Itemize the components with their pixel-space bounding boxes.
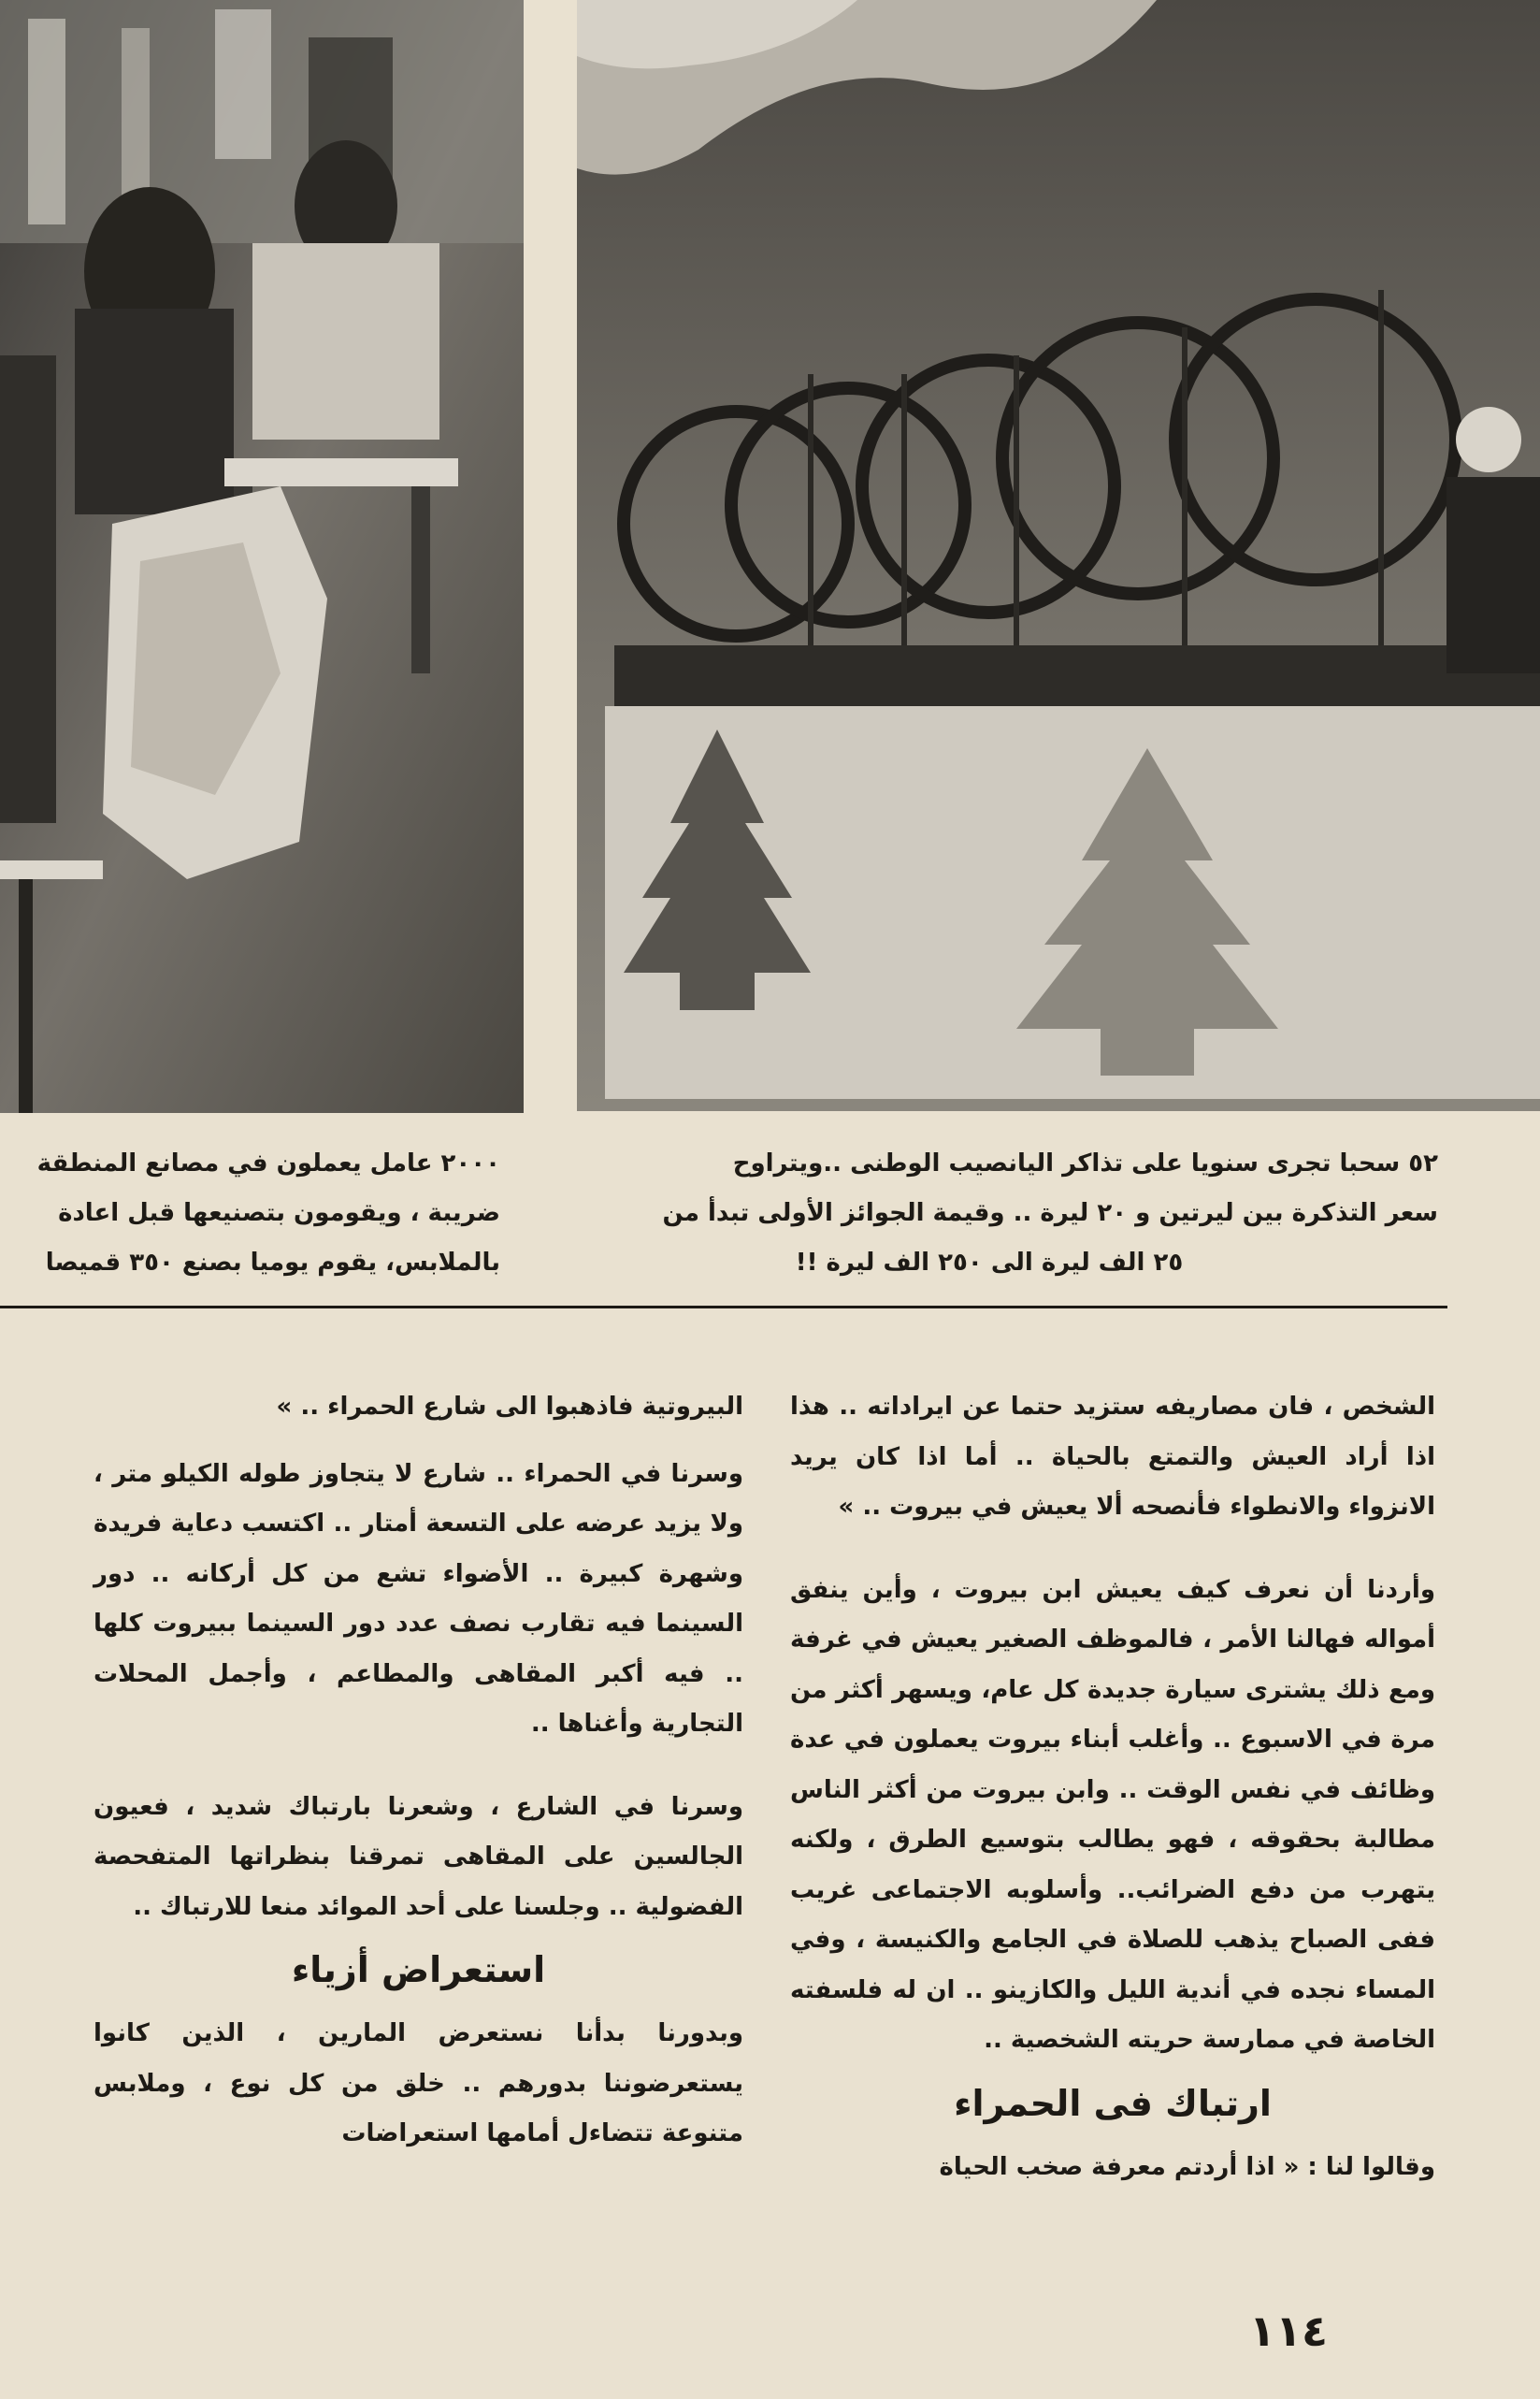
caption-line: ٢٠٠٠ عامل يعملون في مصانع المنطقة <box>36 1149 500 1178</box>
paragraph: البيروتية فاذهبوا الى شارع الحمراء .. » <box>276 1393 743 1421</box>
paragraph: وسرنا في الحمراء .. شارع لا يتجاوز طوله الكيلو متر ، ولا يزيد عرضه على التسعة أمتار .. اكتسب دعاية فريدة وشهرة كبيرة .. الأضواء تشع من كل أركانه .. دور السينما فيه تقارب نصف عدد دور السينما ببيروت كلها .. فيه أكبر المقاهى والمطاعم ، وأجمل المحلات التجارية وأغناها .. <box>94 1459 743 1738</box>
photo-garment-workshop <box>0 0 524 1113</box>
paragraph: « اذا أردتم معرفة صخب الحياة <box>939 2152 1300 2181</box>
paragraph: وأردنا أن نعرف كيف يعيش ابن بيروت ، وأين ينفق أمواله فهالنا الأمر ، فالموظف الصغير يعيش في غرفة ومع ذلك يشترى سيارة جديدة كل عام، ويسهر أكثر من مرة في الاسبوع .. وأغلب أبناء بيروت يعملون في عدة وظائف في نفس الوقت .. وابن بيروت من أكثر الناس مطالبة بحقوقه ، فهو يطالب بتوسيع الطرق ، ولكنه يتهرب من دفع الضرائب.. وأسلوبه الاجتماعى غريب ففى الصباح يذهب للصلاة في الجامع والكنيسة ، وفي المساء نجده في أندية الليل والكازينو .. ان له فلسفته الخاصة في ممارسة حريته الشخصية .. <box>790 1575 1435 2054</box>
caption-lottery <box>540 1139 1438 1288</box>
article-column-left <box>94 1382 743 2160</box>
section-heading: ارتباك فى الحمراء <box>954 2082 1272 2124</box>
paragraph: وسرنا في الشارع ، وشعرنا بارتباك شديد ، فعيون الجالسين على المقاهى تمرقنا بنظراتها المتفحصة الفضولية .. وجلسنا على أحد الموائد منعا للارتباك .. <box>94 1792 743 1921</box>
caption-workshop <box>0 1139 500 1288</box>
paragraph: وبدورنا بدأنا نستعرض المارين ، الذين كانوا يستعرضوننا بدورهم .. خلق من كل نوع ، وملابس متنوعة تتضاءل أمامها استعراضات <box>94 2019 743 2147</box>
lottery-wheels-illustration <box>577 0 1540 1111</box>
caption-line: ضريبة ، ويقومون بتصنيعها قبل اعادة <box>58 1199 500 1227</box>
caption-line: سعر التذكرة بين ليرتين و ٢٠ ليرة .. وقيمة الجوائز الأولى تبدأ من <box>662 1199 1438 1227</box>
paragraph-lead: وقالوا لنا : <box>1307 2152 1435 2181</box>
page-number: ١١٤ <box>1248 2305 1329 2356</box>
paragraph: الشخص ، فان مصاريفه ستزيد حتما عن ايراداته .. هذا اذا أراد العيش والتمتع بالحياة .. أما اذا كان يريد الانزواء والانطواء فأنصحه ألا يعيش في بيروت .. » <box>790 1393 1435 1521</box>
horizontal-divider <box>0 1306 1447 1308</box>
workshop-illustration <box>0 0 524 1113</box>
photo-lottery-draw <box>577 0 1540 1111</box>
caption-line: ٥٢ سحبا تجرى سنويا على تذاكر اليانصيب الوطنى ..ويتراوح <box>732 1149 1438 1178</box>
section-heading: استعراض أزياء <box>291 1949 546 1990</box>
caption-line: بالملابس، يقوم يوميا بصنع ٣٥٠ قميصا <box>45 1249 500 1277</box>
article-column-right <box>790 1382 1435 2192</box>
caption-line: ٢٥ الف ليرة الى ٢٥٠ الف ليرة !! <box>795 1249 1184 1277</box>
